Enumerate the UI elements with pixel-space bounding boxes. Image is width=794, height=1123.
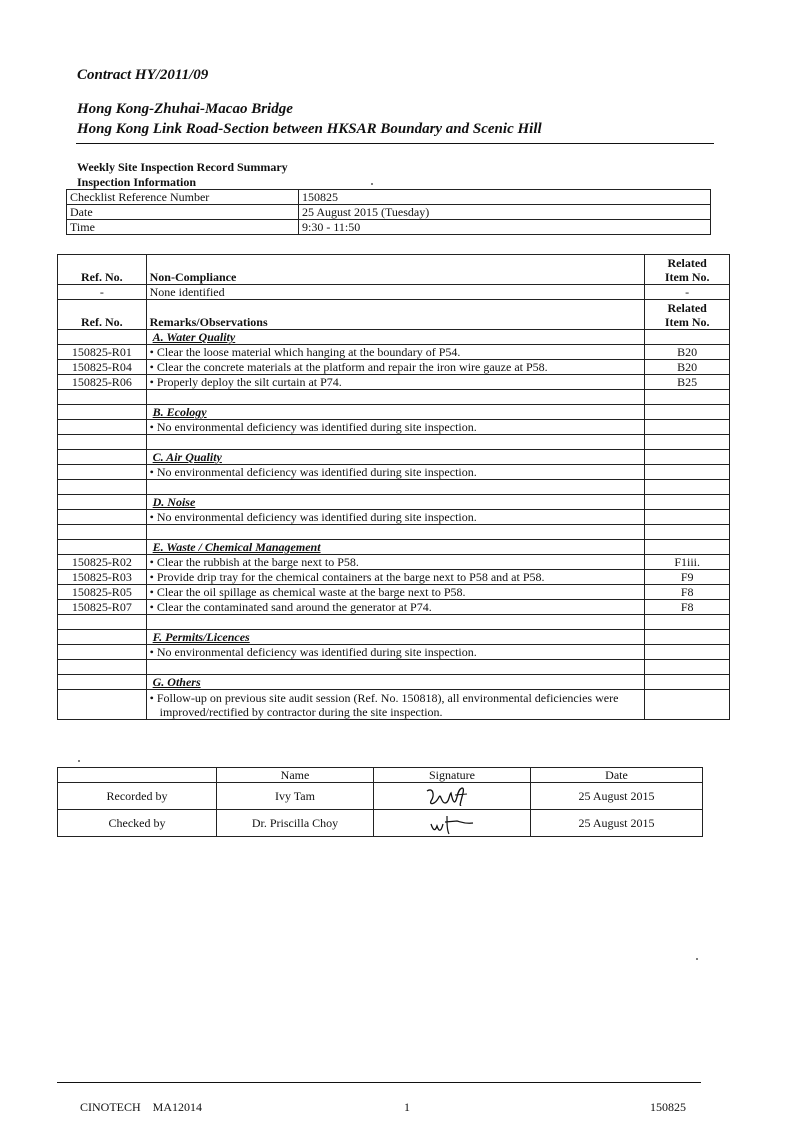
ref-cell: 150825-R06 — [58, 375, 147, 390]
section-row — [58, 675, 730, 690]
ref-cell: 150825-R07 — [58, 600, 147, 615]
section-title-air-quality: C. Air Quality — [146, 450, 645, 465]
footer-rule — [57, 1082, 701, 1083]
name-header: Name — [217, 768, 374, 783]
page-number: 1 — [404, 1100, 410, 1114]
ref-cell: - — [58, 285, 147, 300]
section-row — [58, 630, 730, 645]
related-cell: F9 — [645, 570, 730, 585]
signature-row — [58, 810, 703, 837]
section-title-others: G. Others — [146, 675, 645, 690]
table-row — [58, 570, 730, 585]
handwritten-signature-ivy-tam — [417, 783, 487, 809]
signature-header: Signature — [374, 768, 531, 783]
signature-cell — [374, 783, 531, 810]
blank-row — [58, 390, 730, 405]
info-value: 25 August 2015 (Tuesday) — [299, 205, 711, 220]
name-cell: Dr. Priscilla Choy — [217, 810, 374, 837]
section-title-ecology: B. Ecology — [146, 405, 645, 420]
contract-number: Contract HY/2011/09 — [77, 67, 209, 83]
header-rule — [76, 143, 714, 144]
description-cell: • No environmental deficiency was identified during site inspection. — [146, 510, 645, 525]
table-row — [58, 345, 730, 360]
scan-speck — [78, 760, 80, 762]
description-cell: • Clear the loose material which hanging at the boundary of P54. — [146, 345, 645, 360]
ref-header: Ref. No. — [58, 255, 147, 285]
table-row — [58, 555, 730, 570]
role-cell: Recorded by — [58, 783, 217, 810]
ref-cell: 150825-R01 — [58, 345, 147, 360]
ref-header: Ref. No. — [58, 300, 147, 330]
related-cell: B20 — [645, 360, 730, 375]
table-row — [58, 465, 730, 480]
info-label: Date — [67, 205, 299, 220]
summary-title: Weekly Site Inspection Record Summary — [77, 160, 288, 174]
description-cell: • No environmental deficiency was identified during site inspection. — [146, 645, 645, 660]
description-cell: • Properly deploy the silt curtain at P74. — [146, 375, 645, 390]
noncompliance-header-row — [58, 255, 730, 285]
related-cell: F8 — [645, 585, 730, 600]
related-item-header: Related Item No. — [645, 300, 730, 330]
info-value: 150825 — [299, 190, 711, 205]
date-header: Date — [531, 768, 703, 783]
related-item-header: Related Item No. — [645, 255, 730, 285]
signature-row — [58, 783, 703, 810]
handwritten-signature-priscilla-choy — [417, 810, 487, 836]
table-row — [58, 600, 730, 615]
inspection-findings-table — [57, 254, 730, 720]
section-row — [58, 450, 730, 465]
section-row — [58, 405, 730, 420]
related-cell: F8 — [645, 600, 730, 615]
name-cell: Ivy Tam — [217, 783, 374, 810]
description-cell: • Clear the contaminated sand around the generator at P74. — [146, 600, 645, 615]
remarks-header: Remarks/Observations — [146, 300, 645, 330]
section-title-waste-chemical: E. Waste / Chemical Management — [146, 540, 645, 555]
blank-row — [58, 525, 730, 540]
blank-row — [58, 435, 730, 450]
description-cell: • Provide drip tray for the chemical containers at the barge next to P58 and at P58. — [146, 570, 645, 585]
info-label: Time — [67, 220, 299, 235]
footer-reference: 150825 — [650, 1100, 686, 1114]
info-row — [67, 190, 711, 205]
noncompliance-header: Non-Compliance — [146, 255, 645, 285]
section-row — [58, 330, 730, 345]
description-cell: • No environmental deficiency was identified during site inspection. — [146, 420, 645, 435]
blank-row — [58, 660, 730, 675]
table-row — [58, 375, 730, 390]
blank-row — [58, 615, 730, 630]
section-row — [58, 495, 730, 510]
inspection-info-title: Inspection Information — [77, 175, 197, 189]
ref-cell: 150825-R05 — [58, 585, 147, 600]
info-label: Checklist Reference Number — [67, 190, 299, 205]
inspection-info-table — [66, 189, 711, 235]
section-row — [58, 540, 730, 555]
ref-cell: 150825-R04 — [58, 360, 147, 375]
table-row — [58, 585, 730, 600]
related-cell: - — [645, 285, 730, 300]
role-cell: Checked by — [58, 810, 217, 837]
description-cell: None identified — [146, 285, 645, 300]
related-cell: B25 — [645, 375, 730, 390]
remarks-header-row — [58, 300, 730, 330]
signature-header-row — [58, 768, 703, 783]
table-row — [58, 285, 730, 300]
table-row — [58, 645, 730, 660]
section-title-water-quality: A. Water Quality — [146, 330, 645, 345]
related-cell: F1iii. — [645, 555, 730, 570]
table-row — [58, 510, 730, 525]
blank-row — [58, 480, 730, 495]
footer-company: CINOTECH MA12014 — [80, 1100, 202, 1114]
project-title-line1: Hong Kong-Zhuhai-Macao Bridge — [77, 101, 293, 117]
related-cell: B20 — [645, 345, 730, 360]
date-cell: 25 August 2015 — [531, 783, 703, 810]
section-title-noise: D. Noise — [146, 495, 645, 510]
description-cell: • No environmental deficiency was identified during site inspection. — [146, 465, 645, 480]
info-row — [67, 220, 711, 235]
section-title-permits-licences: F. Permits/Licences — [146, 630, 645, 645]
description-cell: • Clear the oil spillage as chemical waste at the barge next to P58. — [146, 585, 645, 600]
table-row — [58, 360, 730, 375]
table-row — [58, 420, 730, 435]
project-title-line2: Hong Kong Link Road-Section between HKSAR Boundary and Scenic Hill — [77, 121, 542, 137]
signature-cell — [374, 810, 531, 837]
ref-cell: 150825-R02 — [58, 555, 147, 570]
signature-table — [57, 767, 703, 837]
scan-speck — [696, 958, 698, 960]
scan-speck — [371, 183, 373, 185]
ref-cell: 150825-R03 — [58, 570, 147, 585]
table-row — [58, 690, 730, 720]
date-cell: 25 August 2015 — [531, 810, 703, 837]
description-cell: • Follow-up on previous site audit session (Ref. No. 150818), all environmental deficiencies were improved/rectified by contractor during the site inspection. — [146, 690, 645, 720]
description-cell: • Clear the concrete materials at the platform and repair the iron wire gauze at P58. — [146, 360, 645, 375]
info-row — [67, 205, 711, 220]
description-cell: • Clear the rubbish at the barge next to P58. — [146, 555, 645, 570]
info-value: 9:30 - 11:50 — [299, 220, 711, 235]
